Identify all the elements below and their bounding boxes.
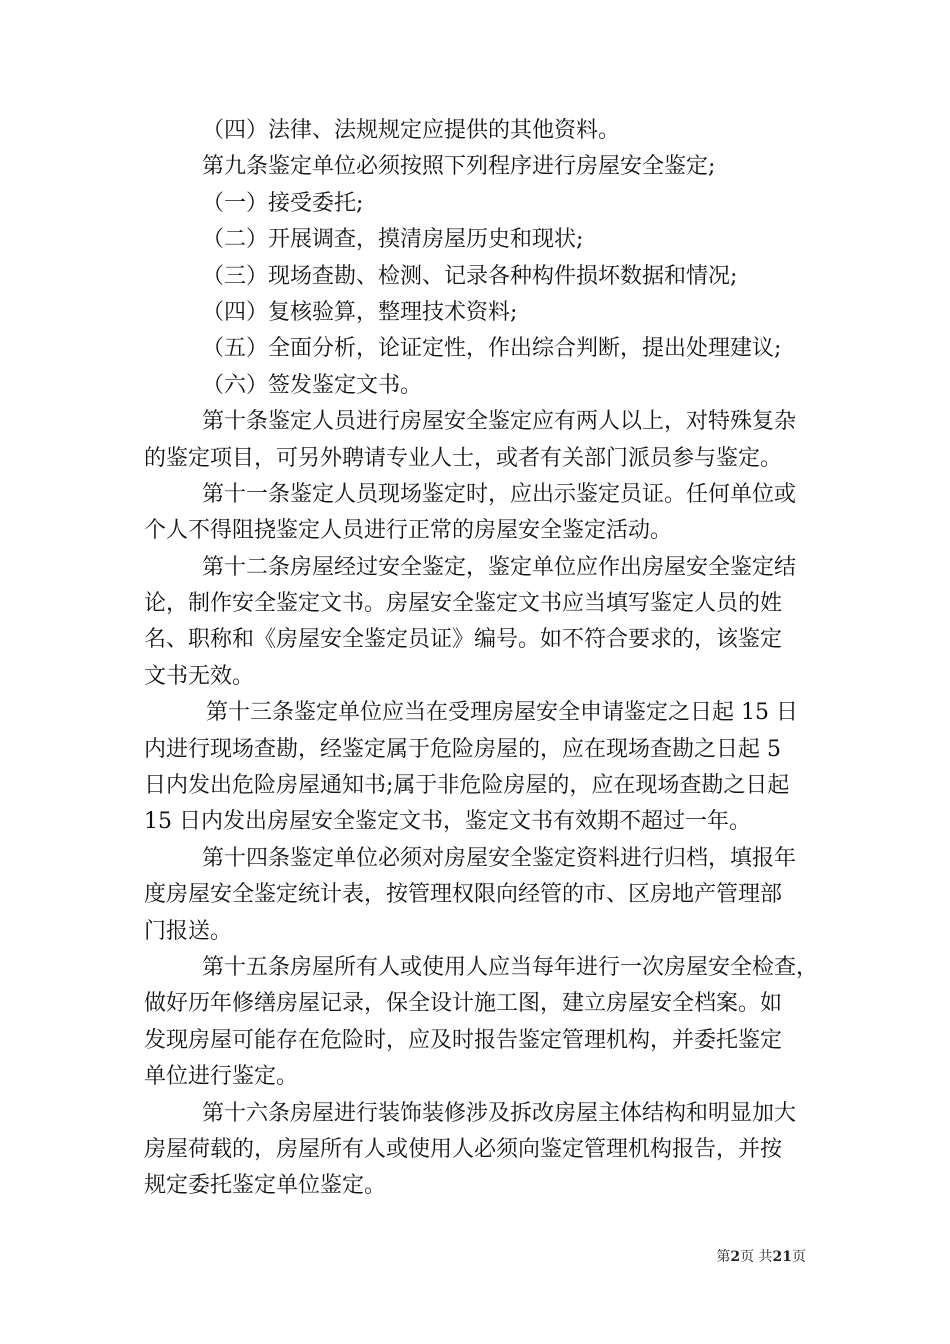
article-16-line: 房屋荷载的，房屋所有人或使用人必须向鉴定管理机构报告，并按 <box>144 1136 783 1162</box>
article-11-line: 第十一条鉴定人员现场鉴定时，应出示鉴定员证。任何单位或 <box>202 481 797 507</box>
footer-suffix: 页 <box>792 1249 806 1265</box>
list-item: （三）现场查勘、检测、记录各种构件损坏数据和情况; <box>202 263 738 289</box>
article-12-line: 论，制作安全鉴定文书。房屋安全鉴定文书应当填写鉴定人员的姓 <box>144 591 783 617</box>
article-14-line: 门报送。 <box>144 918 233 944</box>
list-item: （四）复核验算，整理技术资料; <box>202 299 518 325</box>
article-13-line: 日内发出危险房屋通知书;属于非危险房屋的，应在现场查勘之日起 <box>144 773 790 799</box>
footer-prefix: 第 <box>716 1249 731 1265</box>
article-15-line: 做好历年修缮房屋记录，保全设计施工图，建立房屋安全档案。如 <box>144 991 783 1017</box>
article-12-line: 第十二条房屋经过安全鉴定，鉴定单位应作出房屋安全鉴定结 <box>202 554 797 580</box>
article-14-line: 第十四条鉴定单位必须对房屋安全鉴定资料进行归档，填报年 <box>202 845 797 871</box>
article-13-line: 第十三条鉴定单位应当在受理房屋安全申请鉴定之日起 15 日 <box>206 700 798 726</box>
article-15-line: 第十五条房屋所有人或使用人应当每年进行一次房屋安全检查， <box>202 954 819 980</box>
list-item: （一）接受委托; <box>202 190 364 216</box>
article-11-line: 个人不得阻挠鉴定人员进行正常的房屋安全鉴定活动。 <box>144 518 673 544</box>
list-item: （五）全面分析，论证定性，作出综合判断，提出处理建议; <box>202 336 782 362</box>
page-number-footer <box>0 1247 806 1267</box>
article-16-line: 规定委托鉴定单位鉴定。 <box>144 1173 387 1199</box>
footer-middle: 页 共 <box>740 1249 773 1265</box>
article-12-line: 文书无效。 <box>144 663 255 689</box>
article-10-line: 的鉴定项目，可另外聘请专业人士，或者有关部门派员参与鉴定。 <box>144 445 783 471</box>
article-15-line: 单位进行鉴定。 <box>144 1064 299 1090</box>
total-page-number: 21 <box>772 1249 792 1265</box>
list-item: （四）法律、法规规定应提供的其他资料。 <box>202 118 621 143</box>
article-13-line: 内进行现场查勘，经鉴定属于危险房屋的，应在现场查勘之日起 5 <box>144 736 781 762</box>
document-body <box>144 113 819 1205</box>
article-14-line: 度房屋安全鉴定统计表，按管理权限向经管的市、区房地产管理部 <box>144 882 783 908</box>
current-page-number: 2 <box>730 1249 741 1265</box>
article-9-heading: 第九条鉴定单位必须按照下列程序进行房屋安全鉴定; <box>202 154 716 180</box>
article-12-line: 名、职称和《房屋安全鉴定员证》编号。如不符合要求的，该鉴定 <box>144 627 783 653</box>
list-item: （六）签发鉴定文书。 <box>202 372 423 398</box>
article-13-line: 15 日内发出房屋安全鉴定文书，鉴定文书有效期不超过一年。 <box>144 809 751 835</box>
article-10-line: 第十条鉴定人员进行房屋安全鉴定应有两人以上，对特殊复杂 <box>202 409 797 435</box>
list-item: （二）开展调查，摸清房屋历史和现状; <box>202 227 584 253</box>
article-16-line: 第十六条房屋进行装饰装修涉及拆改房屋主体结构和明显加大 <box>202 1100 797 1126</box>
article-15-line: 发现房屋可能存在危险时，应及时报告鉴定管理机构，并委托鉴定 <box>144 1027 783 1053</box>
